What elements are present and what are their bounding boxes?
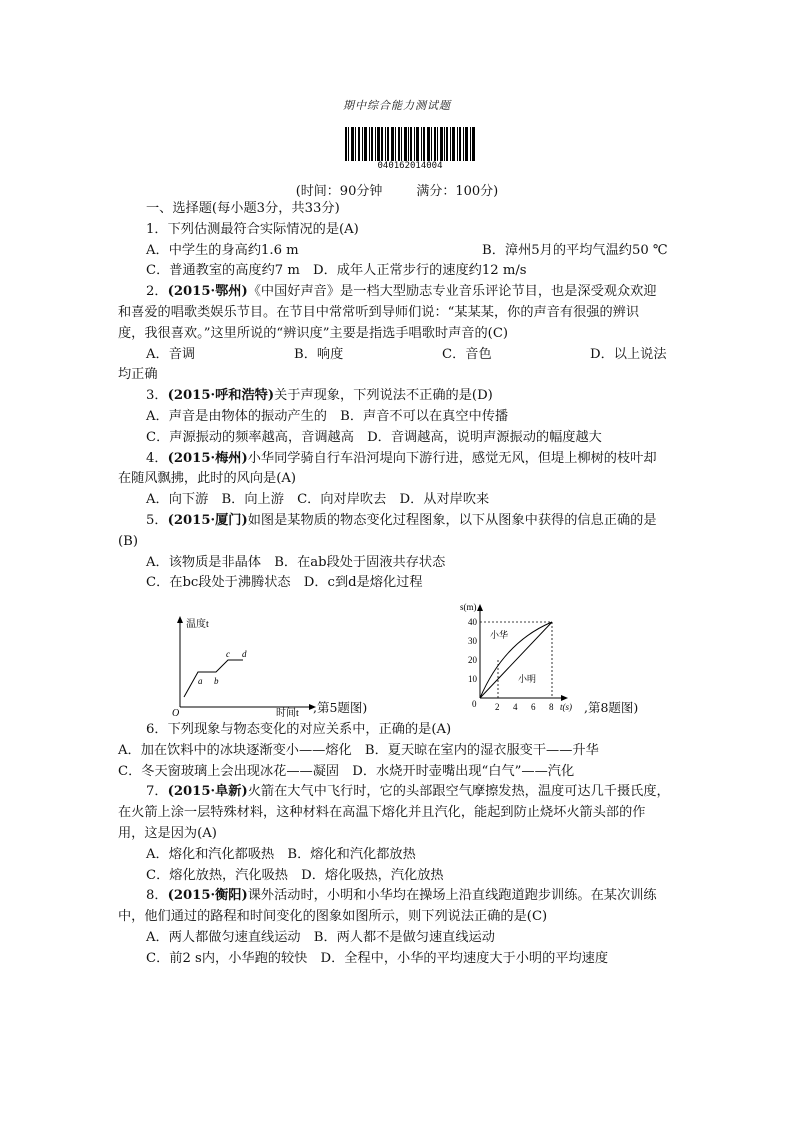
q5-source: (2015·厦门) — [167, 512, 248, 528]
q4-number: 4． — [146, 450, 168, 466]
fig5-point-b: b — [214, 676, 219, 686]
q2-line-1 — [118, 282, 678, 303]
fig8-xtick-0: 0 — [472, 699, 477, 709]
q3-stem — [118, 386, 678, 407]
q4-line-1 — [118, 449, 678, 470]
q7-number: 7． — [146, 784, 168, 800]
fig8-ytick-10: 10 — [468, 674, 477, 684]
q1-option-b: B．漳州5月的平均气温约50 ℃ — [482, 242, 668, 258]
q3-source: (2015·呼和浩特) — [167, 388, 275, 404]
q2-option-d-cont: 均正确 — [118, 367, 158, 383]
fig5-ylabel: 温度t — [186, 619, 209, 630]
page-title: 期中综合能力测试题 — [343, 99, 451, 112]
q5-number: 5． — [146, 512, 168, 528]
q2-number: 2． — [146, 284, 168, 300]
questions-block-1 — [118, 199, 678, 594]
q2-option-c: C．音色 — [442, 346, 492, 362]
q2-option-d: D．以上说法 — [590, 346, 667, 362]
q6-options-ab: A．加在饮料中的冰块逐渐变小——熔化 B．夏天晾在室内的湿衣服变干——升华 — [118, 742, 599, 758]
q7-options-ab: A．熔化和汽化都吸热 B．熔化和汽化都放热 — [146, 846, 416, 862]
fig8-xtick-4: 4 — [513, 702, 518, 712]
q7-text-1: 火箭在大气中飞行时，它的头部跟空气摩擦发热，温度可达几千摄氏度， — [247, 784, 670, 800]
score-info: 满分：100分) — [416, 184, 499, 199]
q4-source: (2015·梅州) — [167, 450, 248, 466]
q5-options-ab: A．该物质是非晶体 B．在ab段处于固液共存状态 — [146, 554, 446, 570]
q3-text: 关于声现象，下列说法不正确的是(D) — [274, 388, 493, 404]
q1-option-a: A．中学生的身高约1.6 m — [146, 242, 299, 258]
q8-number: 8． — [146, 888, 168, 904]
q1-options-cd: C．普通教室的高度约7 m D．成年人正常步行的速度约12 m/s — [146, 263, 527, 279]
fig5-caption: ,第5题图) — [313, 700, 368, 715]
fig8-distance-time-graph — [454, 602, 684, 720]
fig8-label-xiaohua: 小华 — [490, 630, 509, 640]
q8-options-cd: C．前2 s内，小华跑的较快 D．全程中，小华的平均速度大于小明的平均速度 — [146, 950, 609, 966]
q7-line-3: 用，这是因为(A) — [118, 825, 217, 841]
questions-block-2 — [118, 720, 678, 970]
q2-text-1: 《中国好声音》是一档大型励志专业音乐评论节目，也是深受观众欢迎 — [247, 284, 657, 300]
barcode — [345, 127, 475, 161]
q4-text-1: 小华同学骑自行车沿河堤向下游行进，感觉无风，但堤上柳树的枝叶却 — [247, 450, 657, 466]
q6-stem: 6．下列现象与物态变化的对应关系中，正确的是(A) — [146, 722, 452, 737]
q5-line-2: (B) — [118, 533, 138, 549]
q8-source: (2015·衡阳) — [167, 888, 248, 904]
fig8-ytick-30: 30 — [468, 636, 477, 646]
q4-line-2: 在随风飘拂，此时的风向是(A) — [118, 471, 297, 487]
q7-line-1 — [118, 782, 678, 803]
fig8-caption: ,第8题图) — [584, 700, 639, 715]
q2-line-2: 和喜爱的唱歌类娱乐节目。在节目中常常听到导师们说：“某某某，你的声音有很强的辨识 — [118, 304, 640, 320]
fig5-point-a: a — [198, 676, 203, 686]
fig8-xtick-2: 2 — [495, 702, 500, 712]
fig8-xlabel: t(s) — [560, 702, 572, 712]
q7-line-2: 在火箭上涂一层特殊材料，这种材料在高温下熔化并且汽化，能起到防止烧坏火箭头部的作 — [118, 805, 646, 821]
q1-stem: 1．下列估测最符合实际情况的是(A) — [146, 221, 359, 237]
q2-line-3: 度，我很喜欢。”这里所说的“辨识度”主要是指选手唱歌时声音的(C) — [118, 325, 509, 341]
fig8-xtick-8: 8 — [549, 702, 554, 712]
q8-options-ab: A．两人都做匀速直线运动 B．两人都不是做匀速直线运动 — [146, 929, 495, 945]
time-score-line — [0, 180, 794, 199]
q7-source: (2015·阜新) — [167, 784, 248, 800]
q7-options-cd: C．熔化放热，汽化吸热 D．熔化吸热，汽化放热 — [146, 867, 444, 883]
fig5-origin: O — [172, 708, 180, 719]
fig8-label-xiaoming: 小明 — [518, 674, 537, 684]
q2-option-a: A．音调 — [146, 346, 196, 362]
barcode-number: 040162014004 — [377, 161, 443, 171]
fig8-xtick-6: 6 — [531, 702, 536, 712]
q5-text-1: 如图是某物质的物态变化过程图象，以下从图象中获得的信息正确的是 — [247, 512, 657, 528]
q6-options-cd: C．冬天窗玻璃上会出现冰花——凝固 D．水烧开时壶嘴出现“白气”——汽化 — [118, 763, 575, 779]
q5-options-cd: C．在bc段处于沸腾状态 D．c到d是熔化过程 — [146, 575, 423, 591]
q2-source: (2015·鄂州) — [167, 284, 248, 300]
q4-options: A．向下游 B．向上游 C．向对岸吹去 D．从对岸吹来 — [146, 492, 490, 508]
q2-options — [118, 345, 678, 366]
figures-row — [118, 602, 678, 720]
q1-options-ab — [118, 241, 678, 262]
section-heading: 一、选择题(每小题3分，共33分) — [146, 201, 340, 216]
q5-line-1 — [118, 511, 678, 532]
fig8-ytick-20: 20 — [468, 655, 477, 665]
fig5-point-d: d — [242, 649, 247, 659]
q8-text-1: 课外活动时，小明和小华均在操场上沿直线跑道跑步训练。在某次训练 — [247, 888, 657, 904]
q3-options-ab: A．声音是由物体的振动产生的 B．声音不可以在真空中传播 — [146, 408, 509, 424]
fig5-xlabel: 时间t — [276, 708, 299, 719]
q3-options-cd: C．声源振动的频率越高，音调越高 D．音调越高，说明声源振动的幅度越大 — [146, 429, 602, 445]
fig5-point-c: c — [226, 649, 230, 659]
q3-number: 3． — [146, 388, 168, 404]
q8-line-1 — [118, 886, 678, 907]
fig8-ytick-40: 40 — [468, 617, 477, 627]
fig8-ylabel: s(m) — [460, 602, 477, 612]
q8-line-2: 中，他们通过的路程和时间变化的图象如图所示，则下列说法正确的是(C) — [118, 909, 548, 925]
q2-option-b: B．响度 — [294, 346, 344, 362]
time-info: (时间：90分钟 — [295, 184, 383, 199]
